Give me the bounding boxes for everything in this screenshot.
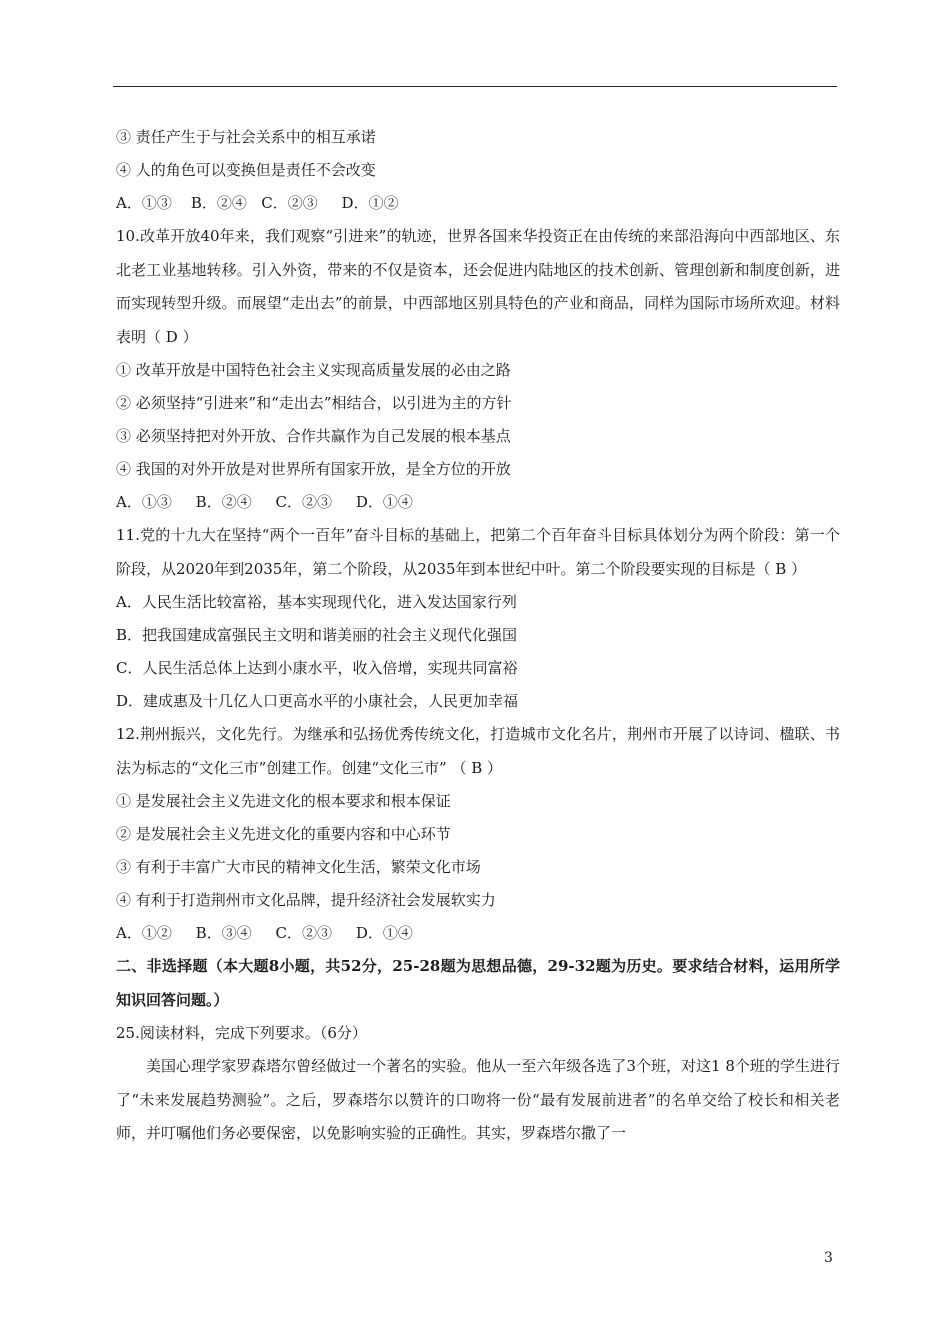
q25-material: 美国心理学家罗森塔尔曾经做过一个著名的实验。他从一至六年级各选了3个班，对这1 8个班的学生进行了“未来发展趋势测验”。之后，罗森塔尔以赞许的口吻将一份“最有发展前进者”的名单交给了校长和相关老师，并叮嘱他们务必要保密，以免影响实验的正确性。其实，罗森塔尔撒了一 xyxy=(116,1057,840,1142)
q10-item-3: ③ 必须坚持把对外开放、合作共赢作为自己发展的根本基点 xyxy=(116,427,511,445)
q10-stem: 10.改革开放40年来，我们观察“引进来”的轨迹，世界各国来华投资正在由传统的来部沿海向中西部地区、东北老工业基地转移。引入外资，带来的不仅是资本，还会促进内陆地区的技术创新、管理创新和制度创新，进而实现转型升级。而展望“走出去”的前景，中西部地区别具特色的产业和商品，同样为国际市场所欢迎。材料表明（ D ） xyxy=(116,227,840,346)
q9-options: A．①③ B．②④ C．②③ D．①② xyxy=(116,194,399,212)
q25-stem: 25.阅读材料，完成下列要求。（6分） xyxy=(116,1024,367,1042)
q11-option-a: A．人民生活比较富裕，基本实现现代化，进入发达国家行列 xyxy=(116,593,517,611)
page-content xyxy=(116,121,840,1151)
q12-stem: 12.荆州振兴，文化先行。为继承和弘扬优秀传统文化，打造城市文化名片，荆州市开展了以诗词、楹联、书法为标志的“文化三市”创建工作。创建“文化三市” （ B ） xyxy=(116,725,840,777)
section-2-heading: 二、非选择题（本大题8小题，共52分，25-28题为思想品德，29-32题为历史。要求结合材料，运用所学知识回答问题。） xyxy=(116,957,840,1009)
q11-stem: 11.党的十九大在坚持“两个一百年”奋斗目标的基础上，把第二个百年奋斗目标具体划分为两个阶段：第一个阶段，从2020年到2035年，第二个阶段，从2035年到本世纪中叶。第二个阶段要实现的目标是（ B ） xyxy=(116,526,840,578)
q12-item-4: ④ 有利于打造荆州市文化品牌，提升经济社会发展软实力 xyxy=(116,891,496,909)
header-rule xyxy=(113,86,837,87)
q11-option-d: D．建成惠及十几亿人口更高水平的小康社会，人民更加幸福 xyxy=(116,692,519,710)
q10-item-1: ① 改革开放是中国特色社会主义实现高质量发展的必由之路 xyxy=(116,361,511,379)
q11-option-b: B．把我国建成富强民主文明和谐美丽的社会主义现代化强国 xyxy=(116,626,518,644)
q9-item-4: ④ 人的角色可以变换但是责任不会改变 xyxy=(116,161,376,179)
q12-options: A．①② B．③④ C．②③ D．①④ xyxy=(116,924,413,942)
q9-item-3: ③ 责任产生于与社会关系中的相互承诺 xyxy=(116,128,376,146)
q12-item-1: ① 是发展社会主义先进文化的根本要求和根本保证 xyxy=(116,792,451,810)
page-number: 3 xyxy=(824,1250,833,1266)
q10-item-4: ④ 我国的对外开放是对世界所有国家开放，是全方位的开放 xyxy=(116,460,511,478)
q12-item-2: ② 是发展社会主义先进文化的重要内容和中心环节 xyxy=(116,825,451,843)
q10-options: A．①③ B．②④ C．②③ D．①④ xyxy=(116,493,413,511)
q11-option-c: C．人民生活总体上达到小康水平，收入倍增，实现共同富裕 xyxy=(116,659,518,677)
q12-item-3: ③ 有利于丰富广大市民的精神文化生活，繁荣文化市场 xyxy=(116,858,481,876)
q10-item-2: ② 必须坚持“引进来”和“走出去”相结合，以引进为主的方针 xyxy=(116,394,512,412)
